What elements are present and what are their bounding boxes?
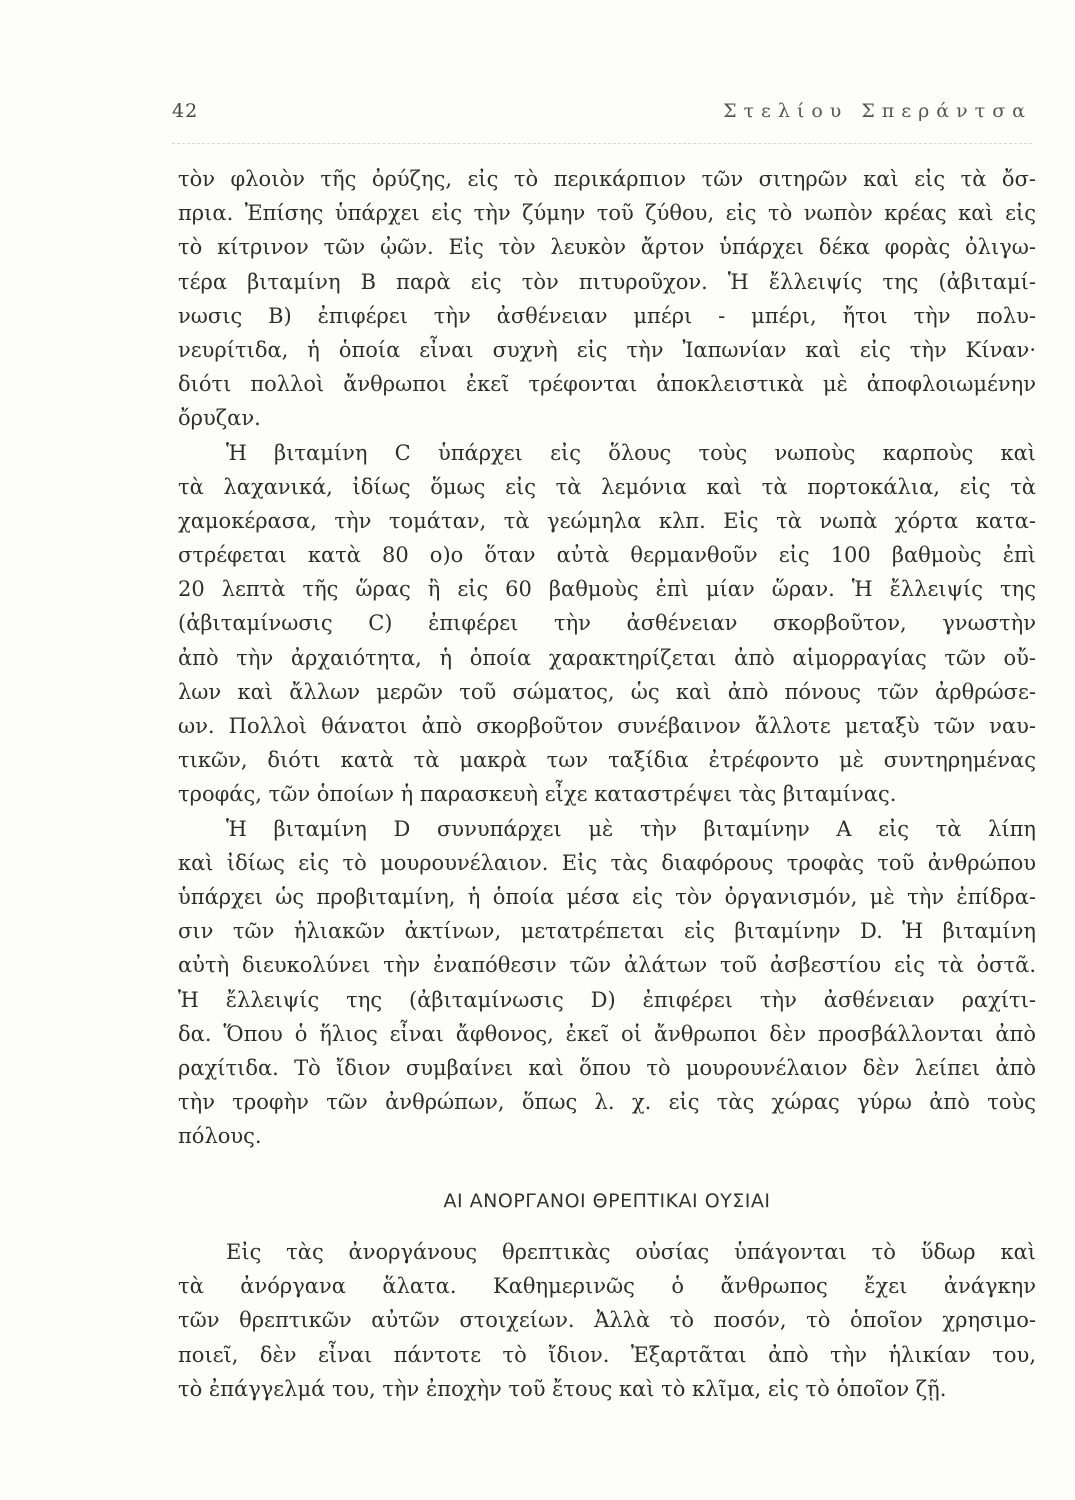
text-line: τὰ λαχανικά, ἰδίως ὅμως εἰς τὰ λεμόνια καὶ τὰ πορτοκάλια, εἰς τὰ — [178, 474, 1036, 499]
running-head: Στελίου Σπεράντσα — [723, 100, 1032, 122]
text-line: καὶ ἰδίως εἰς τὸ μουρουνέλαιον. Εἰς τὰς διαφόρους τροφὰς τοῦ ἀνθρώπου — [178, 850, 1036, 875]
page-header — [172, 100, 1032, 130]
text-line: τέρα βιταμίνη B παρὰ εἰς τὸν πιτυροῦχον. Ἡ ἔλλειψίς της (ἀβιταμί- — [178, 269, 1036, 294]
section-title: ΑΙ ΑΝΟΡΓΑΝΟΙ ΘΡΕΠΤΙΚΑΙ ΟΥΣΙΑΙ — [443, 1190, 771, 1212]
text-line: στρέφεται κατὰ 80 ο)ο ὅταν αὐτὰ θερμανθοῦν εἰς 100 βαθμοὺς ἐπὶ — [178, 543, 1036, 568]
text-line: ὄρυζαν. — [178, 406, 261, 431]
text-line: χαμοκέρασα, τὴν τομάταν, τὰ γεώμηλα κλπ. Εἰς τὰ νωπὰ χόρτα κατα- — [178, 508, 1036, 533]
text-line: νωσις B) ἐπιφέρει τὴν ἀσθένειαν μπέρι - μπέρι, ἤτοι τὴν πολυ- — [178, 303, 1036, 328]
body-text — [178, 162, 1036, 1153]
text-line: πόλους. — [178, 1124, 262, 1149]
text-line: Ἡ βιταμίνη D συνυπάρχει μὲ τὴν βιταμίνην A εἰς τὰ λίπη — [226, 816, 1036, 841]
text-line: σιν τῶν ἡλιακῶν ἀκτίνων, μετατρέπεται εἰς βιταμίνην D. Ἡ βιταμίνη — [178, 919, 1036, 944]
text-line: τὸ ἐπάγγελμά του, τὴν ἐποχὴν τοῦ ἔτους καὶ τὸ κλῖμα, εἰς τὸ ὁποῖον ζῇ. — [178, 1376, 947, 1401]
section-body — [178, 1235, 1036, 1406]
text-line: ποιεῖ, δὲν εἶναι πάντοτε τὸ ἴδιον. Ἐξαρτᾶται ἀπὸ τὴν ἡλικίαν του, — [178, 1342, 1036, 1367]
text-line: τὸν φλοιὸν τῆς ὀρύζης, εἰς τὸ περικάρπιον τῶν σιτηρῶν καὶ εἰς τὰ ὄσ- — [178, 167, 1036, 191]
text-line: 20 λεπτὰ τῆς ὥρας ἢ εἰς 60 βαθμοὺς ἐπὶ μίαν ὥραν. Ἡ ἔλλειψίς της — [178, 577, 1036, 602]
header-rule — [172, 143, 1032, 144]
text-line: νευρίτιδα, ἡ ὁποία εἶναι συχνὴ εἰς τὴν Ἰαπωνίαν καὶ εἰς τὴν Κίναν· — [178, 337, 1036, 362]
text-line: τικῶν, διότι κατὰ τὰ μακρὰ των ταξίδια ἐτρέφοντο μὲ συντηρημένας — [178, 748, 1036, 773]
text-line: Ἡ βιταμίνη C ὑπάρχει εἰς ὅλους τοὺς νωποὺς καρποὺς καὶ — [226, 440, 1036, 465]
text-line: Ἡ ἔλλειψίς της (ἀβιταμίνωσις D) ἐπιφέρει τὴν ἀσθένειαν ραχίτι- — [178, 987, 1036, 1012]
text-line: ὑπάρχει ὡς προβιταμίνη, ἡ ὁποία μέσα εἰς τὸν ὀργανισμόν, μὲ τὴν ἐπίδρα- — [178, 884, 1036, 909]
text-line: ραχίτιδα. Τὸ ἴδιον συμβαίνει καὶ ὅπου τὸ μουρουνέλαιον δὲν λείπει ἀπὸ — [178, 1055, 1036, 1080]
text-line: λων καὶ ἄλλων μερῶν τοῦ σώματος, ὡς καὶ ἀπὸ πόνους τῶν ἀρθρώσε- — [178, 679, 1036, 704]
text-line: ἀπὸ τὴν ἀρχαιότητα, ἡ ὁποία χαρακτηρίζεται ἀπὸ αἱμορραγίας τῶν οὔ- — [178, 645, 1036, 670]
text-line: τὰ ἀνόργανα ἅλατα. Καθημερινῶς ὁ ἄνθρωπος ἔχει ἀνάγκην — [178, 1274, 1036, 1299]
text-line: τροφάς, τῶν ὁποίων ἡ παρασκευὴ εἶχε καταστρέψει τὰς βιταμίνας. — [178, 782, 897, 807]
text-line: τῶν θρεπτικῶν αὐτῶν στοιχείων. Ἀλλὰ τὸ ποσόν, τὸ ὁποῖον χρησιμο- — [178, 1308, 1036, 1333]
text-line: δα. Ὅπου ὁ ἥλιος εἶναι ἄφθονος, ἐκεῖ οἱ ἄνθρωποι δὲν προσβάλλονται ἀπὸ — [178, 1021, 1036, 1046]
text-line: τὴν τροφὴν τῶν ἀνθρώπων, ὅπως λ. χ. εἰς τὰς χώρας γύρω ἀπὸ τοὺς — [178, 1090, 1036, 1115]
text-line: πρια. Ἐπίσης ὑπάρχει εἰς τὴν ζύμην τοῦ ζύθου, εἰς τὸ νωπὸν κρέας καὶ εἰς — [178, 201, 1036, 226]
text-line: διότι πολλοὶ ἄνθρωποι ἐκεῖ τρέφονται ἀποκλειστικὰ μὲ ἀποφλοιωμένην — [178, 372, 1036, 397]
text-line: Εἰς τὰς ἀνοργάνους θρεπτικὰς οὐσίας ὑπάγονται τὸ ὕδωρ καὶ — [226, 1240, 1036, 1264]
text-line: τὸ κίτρινον τῶν ᾠῶν. Εἰς τὸν λευκὸν ἄρτον ὑπάρχει δέκα φορὰς ὀλιγω- — [178, 235, 1036, 260]
text-line: (ἀβιταμίνωσις C) ἐπιφέρει τὴν ἀσθένειαν σκορβοῦτον, γνωστὴν — [178, 611, 1036, 636]
page-number: 42 — [172, 100, 199, 122]
text-line: αὐτὴ διευκολύνει τὴν ἐναπόθεσιν τῶν ἀλάτων τοῦ ἀσβεστίου εἰς τὰ ὀστᾶ. — [178, 953, 1036, 978]
text-line: ων. Πολλοὶ θάνατοι ἀπὸ σκορβοῦτον συνέβαινον ἄλλοτε μεταξὺ τῶν ναυ- — [178, 714, 1036, 738]
